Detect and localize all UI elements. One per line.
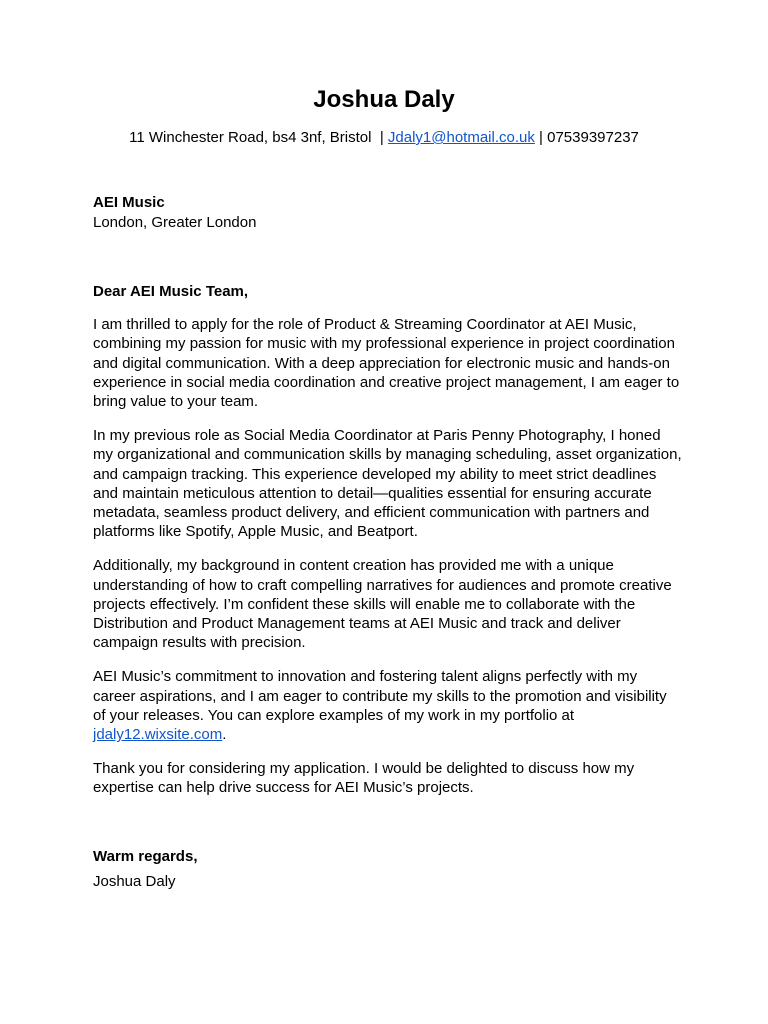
paragraph-3: Additionally, my background in content creation has provided me with a unique understanding of how to craft compelling narratives for audiences and promote creative projects effectively. I’m confident these skills will enable me to collaborate with the Distribution and Product Management teams at AEI Music and track and deliver campaign results with precision. xyxy=(93,557,672,652)
paragraph-2: In my previous role as Social Media Coordinator at Paris Penny Photography, I honed my organizational and communication skills by managing scheduling, asset organization, and campaign tracking. This experience developed my ability to meet strict deadlines and maintain meticulous attention to detail—qualities essential for ensuring accurate metadata, seamless product delivery, and efficient communication with partners and platforms like Spotify, Apple Music, and Beatport. xyxy=(93,426,682,541)
paragraph-4-end: . xyxy=(222,726,227,744)
recipient-company: AEI Music xyxy=(93,194,165,211)
applicant-name: Joshua Daly xyxy=(313,86,455,113)
letter-body xyxy=(93,315,683,812)
address: 11 Winchester Road, bs4 3nf, Bristol xyxy=(129,129,372,146)
signature: Joshua Daly xyxy=(93,873,176,890)
recipient-location: London, Greater London xyxy=(93,214,257,231)
paragraph-4-text: AEI Music’s commitment to innovation and fostering talent aligns perfectly with my career aspirations, and I am eager to contribute my skills to the promotion and visibility of your releases. You can explore examples of my work in my portfolio at xyxy=(93,668,667,724)
phone-number: 07539397237 xyxy=(547,129,639,146)
portfolio-link[interactable]: jdaly12.wixsite.com xyxy=(93,726,223,744)
separator: | xyxy=(539,129,543,146)
paragraph-1: I am thrilled to apply for the role of Product & Streaming Coordinator at AEI Music, combining my passion for music with my professional experience in project coordination and digital communication. With a deep appreciation for electronic music and hands-on experience in social media coordination and creative project management, I am eager to bring value to your team. xyxy=(93,316,680,411)
separator: | xyxy=(379,129,384,146)
contact-line xyxy=(0,128,768,147)
salutation: Dear AEI Music Team, xyxy=(93,283,249,300)
closing: Warm regards, xyxy=(93,848,198,865)
paragraph-4 xyxy=(93,667,683,744)
paragraph-5: Thank you for considering my application. I would be delighted to discuss how my expertise can help drive success for AEI Music’s projects. xyxy=(93,759,635,797)
recipient-block xyxy=(93,193,256,233)
email-link[interactable]: Jdaly1@hotmail.co.uk xyxy=(387,129,535,146)
